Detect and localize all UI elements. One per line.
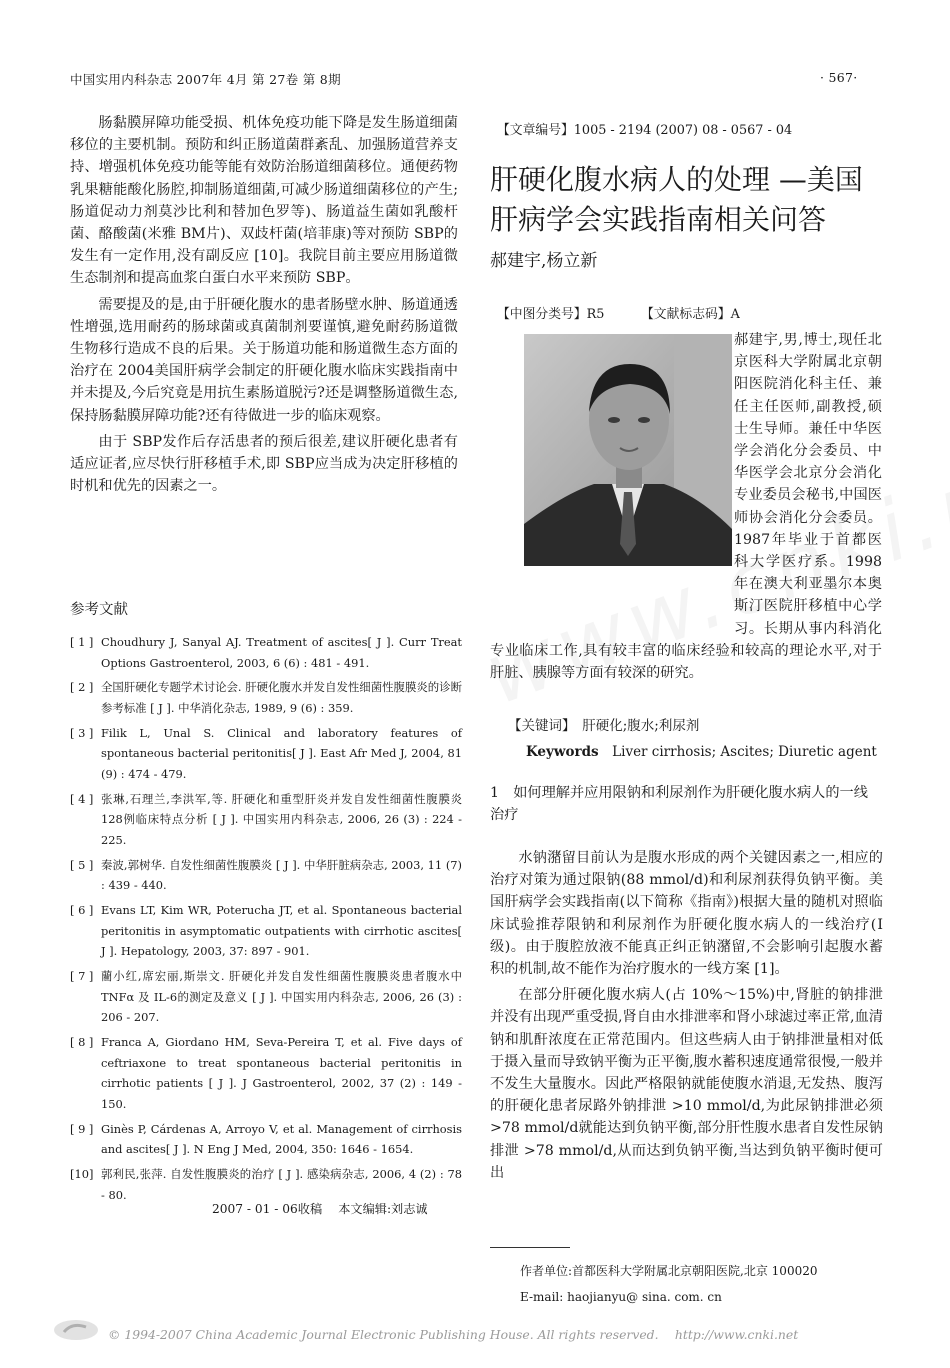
reference-number: [ 9 ]	[70, 1121, 94, 1136]
paragraph: 需要提及的是,由于肝硬化腹水的患者肠壁水肿、肠道通透性增强,选用耐药的肠球菌或真菌制剂要谨慎,避免耐药肠道微生物移行造成不良的后果。关于肠道功能和肠道微生态方面的治疗在 2004美国肝病学会制定的肝硬化腹水临床实践指南中并未提及,今后究竟是用抗生素肠道脱污?还是调整肠道微生态,保持肠黏膜屏障功能?还有待做进一步的临床观察。	[70, 296, 458, 424]
reference-item	[70, 966, 462, 1028]
reference-item	[70, 632, 462, 673]
section-heading: 1 如何理解并应用限钠和利尿剂作为肝硬化腹水病人的一线治疗	[490, 785, 868, 824]
bio-text: 郝建宇,男,博士,现任北京医科大学附属北京朝阳医院消化科主任、兼任主任医师,副教授,硕士生导师。兼任中华医学会消化分会委员、中华医学会北京分会消化专业委员会秘书,中国医师协会消化分会委员。1987年毕业于首都医科大学医疗系。1998年在澳大利亚墨尔本奥斯汀医院肝移植中心学习。长期从事内科消化专业临床工作,具有较丰富的临床经验和较高的理论水平,对于肝脏、胰腺等方面有较深的研究。	[490, 332, 882, 682]
reference-text: Ginès P, Cárdenas A, Arroyo V, et al. Management of cirrhosis and ascites[ J ]. N Eng J Med, 2004, 350: 1646 - 1654.	[101, 1121, 462, 1157]
reference-number: [ 5 ]	[70, 857, 94, 872]
keywords-en: Liver cirrhosis; Ascites; Diuretic agent	[612, 744, 877, 760]
reference-item	[70, 789, 462, 851]
paragraph: 肠黏膜屏障功能受损、机体免疫功能下降是发生肠道细菌移位的主要机制。预防和纠正肠道菌群紊乱、加强肠道营养支持、增强机体免疫功能等能有效防治肠道细菌移位。通便药物乳果糖能酸化肠腔,抑制肠道细菌,可减少肠道细菌移位的产生;肠道促动力剂莫沙比利和替加色罗等)、肠道益生菌如乳酸杆菌、酪酸菌(米雅 BM片)、双歧杆菌(培菲康)等对预防 SBP的发生有一定作用,没有副反应 [10]。我院目前主要应用肠道微生态制剂和提高血浆白蛋白水平来预防 SBP。	[70, 115, 458, 287]
cnki-logo-icon	[52, 1318, 100, 1342]
left-column-body	[70, 112, 458, 497]
reference-text: Choudhury J, Sanyal AJ. Treatment of ascites[ J ]. Curr Treat Options Gastroenterol, 2003, 6 (6) : 481 - 491.	[101, 635, 462, 670]
reference-text: 藺小红,席宏丽,斯崇文. 肝硬化并发自发性细菌性腹膜炎患者腹水中 TNFα 及 IL-6的测定及意义 [ J ]. 中国实用内科杂志, 2006, 26 (3) : 206 - 207.	[101, 969, 462, 1025]
document-code: 【文献标志码】A	[641, 307, 740, 322]
reference-text: 张琳,石理兰,李洪军,等. 肝硬化和重型肝炎并发自发性细菌性腹膜炎 128例临床特点分析 [ J ]. 中国实用内科杂志, 2006, 26 (3) : 224 - 225.	[101, 791, 462, 847]
keywords-cn-label: 【关键词】	[508, 718, 569, 734]
footnote-rule	[490, 1247, 570, 1248]
title-line: 肝硬化腹水病人的处理 —美国	[490, 163, 863, 196]
reference-list	[70, 632, 462, 1209]
reference-number: [ 2 ]	[70, 680, 94, 695]
affiliation: 作者单位:首都医科大学附属北京朝阳医院,北京 100020	[520, 1264, 818, 1278]
classification-number: 【中图分类号】R5	[497, 307, 605, 322]
references-heading: 参考文献	[70, 602, 128, 618]
received-date: 2007 - 01 - 06收稿 本文编辑:刘志诚	[212, 1202, 428, 1216]
page-number: · 567·	[820, 70, 858, 85]
title-line: 肝病学会实践指南相关问答	[490, 203, 827, 236]
reference-text: 秦波,郭树华. 自发性细菌性腹膜炎 [ J ]. 中华肝脏病杂志, 2003, 11 (7) : 439 - 440.	[101, 857, 462, 893]
reference-number: [ 6 ]	[70, 903, 94, 918]
authors: 郝建宇,杨立新	[490, 251, 598, 271]
reference-number: [ 7 ]	[70, 969, 94, 984]
article-title	[490, 160, 890, 240]
right-column-body	[490, 847, 883, 1184]
reference-text: Filik L, Unal S. Clinical and laboratory features of spontaneous bacterial peritonitis[ J ]. East Afr Med J, 2004, 81 (9) : 474 - 479.	[101, 725, 462, 781]
paragraph: 水钠潴留目前认为是腹水形成的两个关键因素之一,相应的治疗对策为通过限钠(88 mmol/d)和利尿剂获得负钠平衡。美国肝病学会实践指南(以下简称《指南》)根据大量的随机对照临床试验推荐限钠和利尿剂作为肝硬化腹水病人的一线治疗(Ⅰ级)。由于腹腔放液不能真正纠正钠潴留,不会影响引起腹水蓄积的机制,故不能作为治疗腹水的一线方案 [1]。	[490, 850, 883, 978]
footnote	[520, 1258, 817, 1310]
journal-header: 中国实用内科杂志 2007年 4月 第 27卷 第 8期	[70, 72, 341, 87]
reference-number: [ 3 ]	[70, 725, 94, 740]
reference-text: Franca A, Giordano HM, Seva-Pereira T, et al. Five days of ceftriaxone to treat spontaneous bacterial peritonitis in cirrhotic patients [ J ]. J Gastroenterol, 2002, 37 (2) : 149 - 150.	[101, 1035, 462, 1111]
photo-spacer	[490, 329, 734, 623]
reference-number: [ 8 ]	[70, 1035, 94, 1049]
reference-text: 郭利民,张萍. 自发性腹膜炎的治疗 [ J ]. 感染病杂志, 2006, 4 (2) : 78 - 80.	[101, 1166, 462, 1202]
keywords-cn: 肝硬化;腹水;利尿剂	[582, 718, 700, 734]
article-number: 【文章编号】1005 - 2194 (2007) 08 - 0567 - 04	[497, 123, 793, 138]
keywords-block	[508, 713, 877, 765]
reference-number: [ 4 ]	[70, 791, 94, 806]
reference-item	[70, 677, 462, 718]
author-bio	[490, 329, 882, 684]
keywords-en-label: Keywords	[526, 744, 599, 760]
copyright-footer: © 1994-2007 China Academic Journal Electronic Publishing House. All rights reserved. http://www.cnki.net	[108, 1327, 799, 1342]
reference-text: Evans LT, Kim WR, Poterucha JT, et al. Spontaneous bacterial peritonitis in asymptomatic outpatients with cirrhotic ascites[ J ]. Hepatology, 2003, 37: 897 - 901.	[101, 903, 462, 959]
reference-number: [10]	[70, 1166, 94, 1181]
reference-item	[70, 723, 462, 785]
paragraph: 在部分肝硬化腹水病人(占 10%～15%)中,肾脏的钠排泄并没有出现严重受损,肾自由水排泄率和肾小球滤过率正常,血清钠和肌酐浓度在正常范围内。但这些病人由于钠排泄量相对低于摄入量而导致钠平衡为正平衡,腹水蓄积速度通常很慢,一般并不发生大量腹水。因此严格限钠就能使腹水消退,无发热、腹泻的肝硬化患者尿路外钠排泄 >10 mmol/d,为此尿钠排泄必须 >78 mmol/d就能达到负钠平衡,部分肝性腹水患者自发性尿钠排泄 >78 mmol/d,从而达到负钠平衡,当达到负钠平衡时便可出	[490, 987, 883, 1181]
email: E-mail: haojianyu@ sina. com. cn	[520, 1290, 722, 1304]
reference-text: 全国肝硬化专题学术讨论会. 肝硬化腹水并发自发性细菌性腹膜炎的诊断参考标准 [ J ]. 中华消化杂志, 1989, 9 (6) : 359.	[101, 680, 462, 715]
reference-number: [ 1 ]	[70, 635, 94, 649]
paragraph: 由于 SBP发作后存活患者的预后很差,建议肝硬化患者有适应证者,应尽快行肝移植手术,即 SBP应当成为决定肝移植的时机和优先的因素之一。	[70, 433, 458, 495]
reference-item	[70, 1032, 462, 1114]
reference-item	[70, 1119, 462, 1160]
reference-item	[70, 900, 462, 962]
reference-item	[70, 1164, 462, 1205]
reference-item	[70, 855, 462, 896]
